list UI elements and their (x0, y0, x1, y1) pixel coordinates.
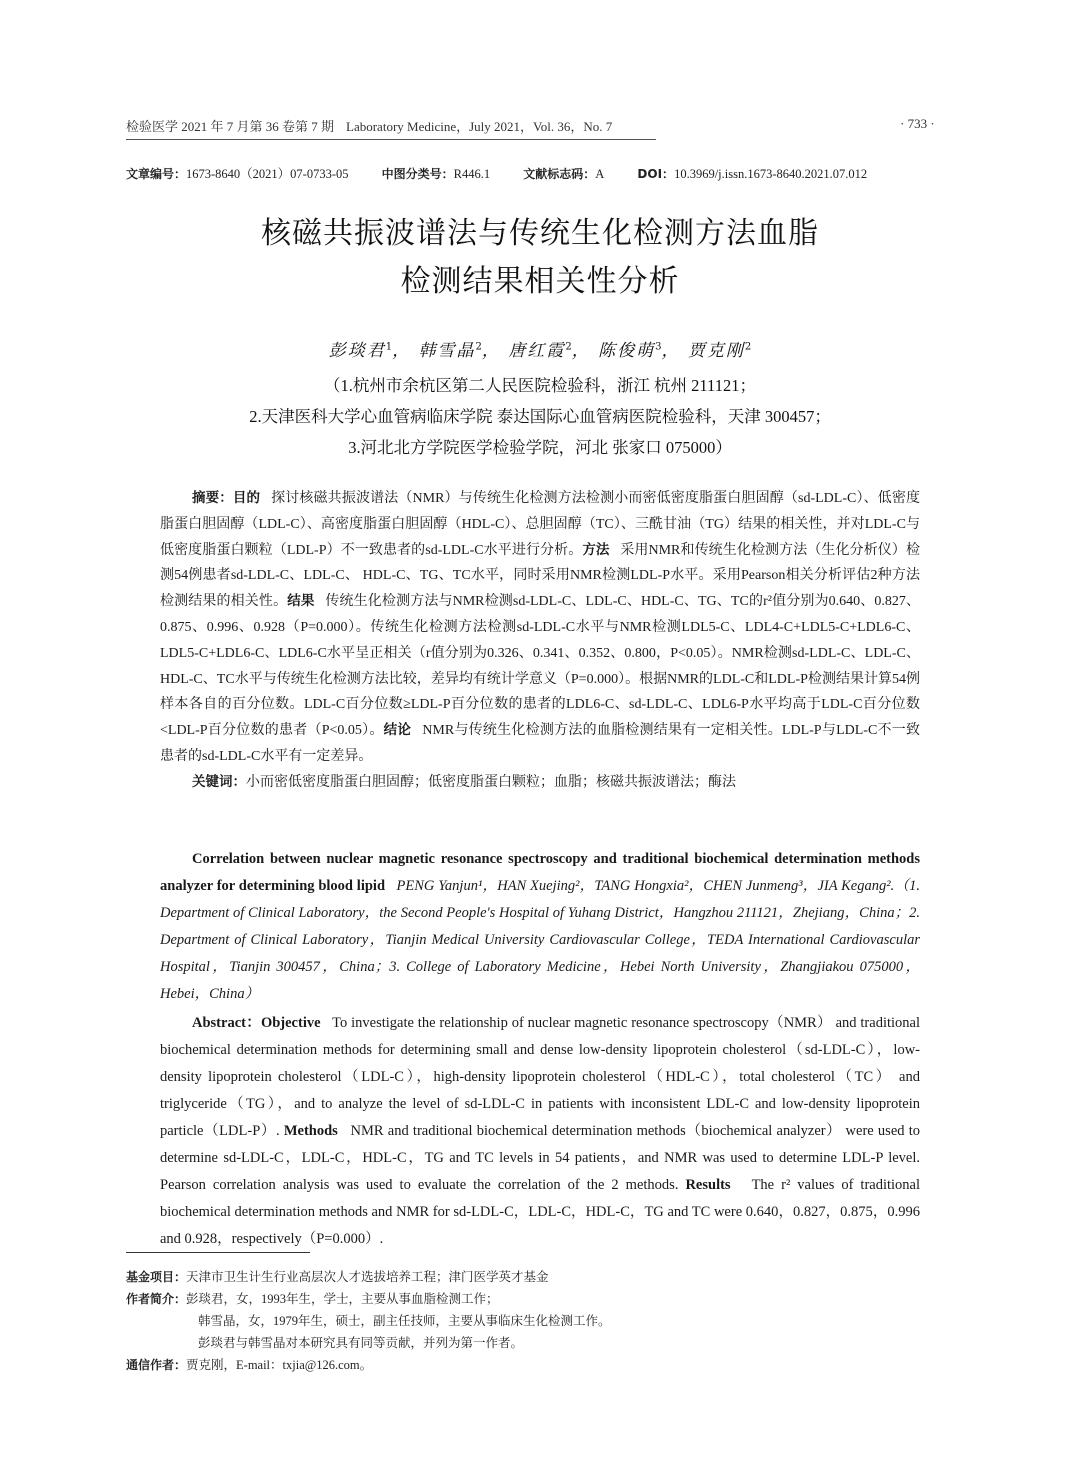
methods-label: 方法 (582, 541, 610, 558)
clc-label: 中图分类号： (381, 167, 454, 181)
author-list: 彭琰君$^1$， 韩雪晶$^2$， 唐红霞$^2$， 陈俊萌$^3$， 贾克刚$^2$ (328, 341, 752, 361)
english-abstract (160, 846, 920, 1253)
author-name: 唐红霞 (508, 341, 566, 361)
results-text: 传统生化检测方法与NMR检测sd-LDL-C、LDL-C、HDL-C、TG、TC的r²值分别为0.640、0.827、0.875、0.996、0.928（P=0.000）。传统生化检测方法检测sd-LDL-C水平与NMR检测LDL5-C、LDL4-C+LDL5-C+LDL6-C、LDL5-C+LDL6-C、LDL6-C水平呈正相关（r值分别为0.326、0.341、0.352、0.800，P<0.05）。NMR检测sd-LDL-C、LDL-C、HDL-C、TC水平与传统生化检测方法比较，差异均有统计学意义（P=0.000）。根据NMR的LDL-C和LDL-P检测结果计算54例样本各自的百分位数。LDL-C百分位数≥LDL-P百分位数的患者的LDL6-C、sd-LDL-C、LDL6-P水平均高于LDL-C百分位数<LDL-P百分位数的患者（P<0.05）。 (160, 594, 921, 739)
journal-name-cn: 检验医学 2021 年 7 月第 36 卷第 7 期 (126, 119, 335, 134)
english-header (160, 846, 920, 1008)
doc-code: A (595, 167, 605, 181)
keywords-label: 关键词： (192, 773, 246, 790)
author-name: 韩雪晶 (418, 341, 476, 361)
bio-row: 韩雪晶，女，1979年生，硕士，副主任技师，主要从事临床生化检测工作。 (198, 1314, 611, 1328)
objective-label: 目的 (232, 490, 261, 506)
author-affil: 2 (475, 341, 482, 353)
keywords-cn (160, 770, 920, 796)
en-methods-text: NMR and traditional biochemical determination methods（biochemical analyzer） were used to determine sd-LDL-C，LDL-C，HDL-C，TG and TC levels in 54 patients，and NMR was used to determine LDL-P level. Pearson correlation analysis was used to evaluate the correlation of the 2 methods. (160, 1123, 921, 1193)
title-line-2: 检测结果相关性分析 (400, 264, 680, 299)
keywords-text: 小而密低密度脂蛋白胆固醇；低密度脂蛋白颗粒；血脂；核磁共振波谱法；酶法 (246, 774, 736, 790)
fund-label: 基金项目： (126, 1270, 187, 1284)
clc-value: R446.1 (453, 167, 491, 181)
footnote-divider (126, 1252, 310, 1253)
paper-title (80, 210, 1000, 306)
author-name: 贾克刚 (687, 341, 745, 361)
english-affiliations: （1. Department of Clinical Laboratory，the Second People's Hospital of Yuhang District，Hangzhou 211121，Zhejiang，China；2. Department of Clinical Laboratory，Tianjin Medical University Cardiovascular College，TEDA International Cardiovascular Hospital，Tianjin 300457，China；3. College of Laboratory Medicine，Hebei North University，Zhangjiakou 075000，Hebei，China） (160, 878, 921, 1002)
author-affil: 2 (744, 341, 752, 353)
fund-row (126, 1266, 946, 1288)
abstract-cn-body (160, 486, 920, 770)
doc-code-label: 文献标志码： (523, 167, 596, 181)
doi-label: DOI： (637, 167, 675, 181)
footnotes (126, 1266, 946, 1376)
author-name: 彭琰君 (328, 341, 386, 361)
author-name: 陈俊萌 (598, 341, 656, 361)
article-meta (126, 164, 946, 182)
article-no: 1673-8640（2021）07-0733-05 (186, 167, 349, 181)
abstract-label: 摘要： (192, 490, 233, 506)
author-affil: 3 (655, 341, 662, 353)
conclusion-label: 结论 (383, 722, 412, 739)
title-line-1: 核磁共振波谱法与传统生化检测方法血脂 (261, 216, 819, 251)
methods-text: 采用NMR和传统生化检测方法（生化分析仪）检测54例患者sd-LDL-C、LDL-C、 HDL-C、TG、TC水平，同时采用NMR检测LDL-P水平。采用Pearson相关分析评估2种方法检测结果的相关性。 (160, 542, 920, 610)
affiliation-line: 3.河北北方学院医学检验学院，河北 张家口 075000） (348, 438, 732, 457)
results-label: 结果 (287, 593, 315, 610)
doi-value: 10.3969/j.issn.1673-8640.2021.07.012 (674, 167, 868, 181)
journal-name-en: Laboratory Medicine，July 2021，Vol. 36，No. 7 (346, 119, 613, 134)
corr-text: 贾克刚，E-mail：txjia@126.com。 (186, 1358, 373, 1372)
bio-row (126, 1288, 946, 1310)
english-authors: PENG Yanjun¹，HAN Xuejing²，TANG Hongxia²，CHEN Junmeng³，JIA Kegang². (396, 878, 895, 894)
corr-row (126, 1354, 946, 1376)
en-methods-label: Methods (283, 1123, 338, 1139)
en-objective-text: To investigate the relationship of nuclear magnetic resonance spectroscopy（NMR） and traditional biochemical determination methods for determining small and dense low-density lipoprotein cholesterol（sd-LDL-C），low-density lipoprotein cholesterol（LDL-C），high-density lipoprotein cholesterol（HDL-C），total cholesterol（TC） and triglyceride（TG），and to analyze the level of sd-LDL-C in patients with inconsistent LDL-C and low-density lipoprotein particle（LDL-P）. (160, 1015, 920, 1139)
bio-text: 彭琰君，女，1993年生，学士，主要从事血脂检测工作； (186, 1292, 499, 1306)
fund-text: 天津市卫生计生行业高层次人才选拔培养工程；津门医学英才基金 (186, 1270, 549, 1284)
conclusion-text: NMR与传统生化检测方法的血脂检测结果有一定相关性。LDL-P与LDL-C不一致患者的sd-LDL-C水平有一定差异。 (160, 723, 920, 764)
affiliation-line: （1.杭州市余杭区第二人民医院检验科，浙江 杭州 211121； (324, 376, 756, 395)
corr-label: 通信作者： (126, 1358, 187, 1372)
objective-text: 探讨核磁共振波谱法（NMR）与传统生化检测方法检测小而密低密度脂蛋白胆固醇（sd-LDL-C）、低密度脂蛋白胆固醇（LDL-C）、高密度脂蛋白胆固醇（HDL-C）、总胆固醇（TC）、三酰甘油（TG）结果的相关性，并对LDL-C与低密度脂蛋白颗粒（LDL-P）不一致患者的sd-LDL-C水平进行分析。 (160, 491, 921, 558)
en-results-text: The r² values of traditional biochemical determination methods and NMR for sd-LDL-C，LDL-C，HDL-C，TG and TC were 0.640，0.827，0.875，0.996 and 0.928，respectively（P=0.000）. (160, 1177, 921, 1247)
abstract-cn (160, 486, 920, 796)
affiliations (80, 370, 1000, 463)
english-abstract-body (160, 1010, 920, 1253)
en-abstract-label: Abstract： (192, 1015, 261, 1031)
english-title: Correlation between nuclear magnetic resonance spectroscopy and traditional biochemical determination methods analyzer for determining blood lipid (160, 851, 920, 894)
article-no-label: 文章编号： (126, 167, 187, 181)
en-results-label: Results (685, 1177, 731, 1193)
page-number: · 733 · (900, 116, 935, 131)
affiliation-line: 2.天津医科大学心血管病临床学院 泰达国际心血管病医院检验科，天津 300457； (249, 407, 831, 426)
bio-row: 彭琰君与韩雪晶对本研究具有同等贡献，并列为第一作者。 (198, 1336, 524, 1350)
author-affil: 1 (385, 341, 393, 353)
en-objective-label: Objective (260, 1015, 321, 1031)
bio-label: 作者简介： (126, 1292, 187, 1306)
running-head (126, 116, 656, 140)
author-affil: 2 (565, 341, 572, 353)
